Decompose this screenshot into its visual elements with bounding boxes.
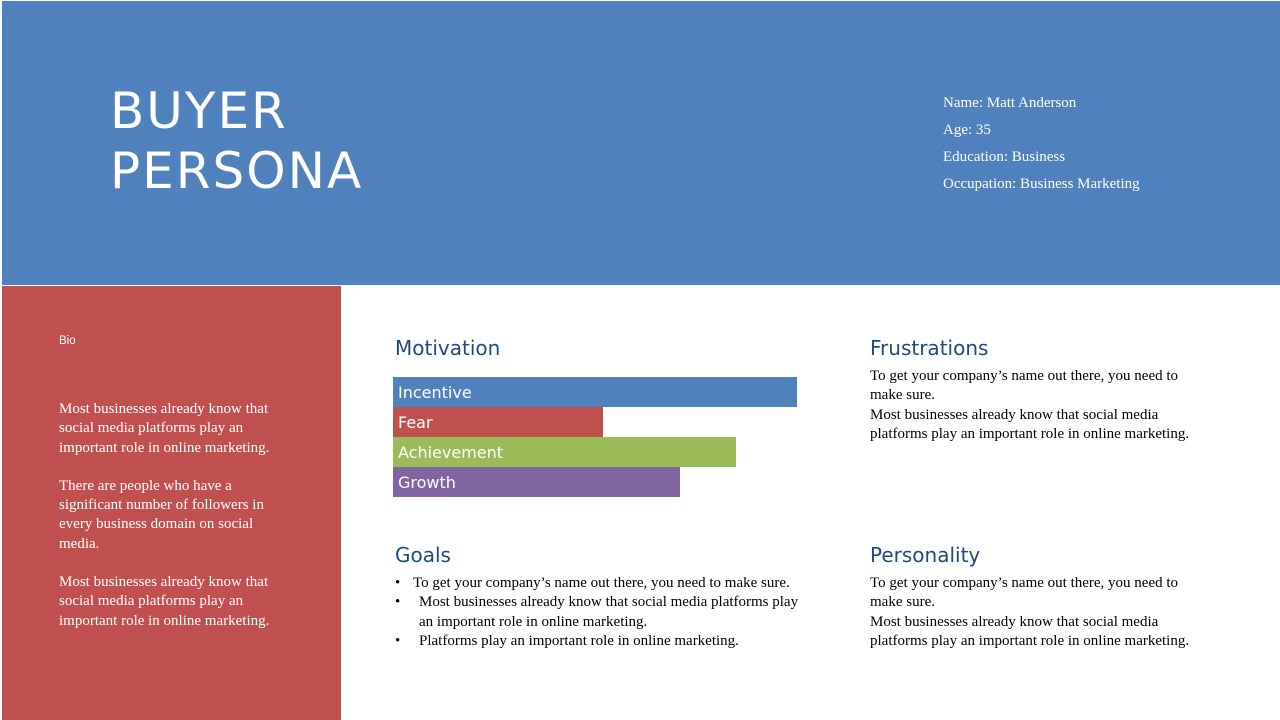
bar-label-fear: Fear bbox=[398, 412, 433, 432]
bar-growth bbox=[393, 467, 680, 497]
bio-label: Bio bbox=[59, 335, 76, 347]
goal-text-2: Most businesses already know that social media platforms play an important role in online marketing. bbox=[419, 594, 799, 630]
bio-paragraph-1: Most businesses already know that social media platforms play an important role in online marketing. bbox=[59, 401, 270, 456]
frustrations-paragraph-2: Most businesses already know that social media platforms play an important role in online marketing. bbox=[870, 406, 1190, 442]
goal-bullet-3: • bbox=[395, 632, 401, 649]
motivation-title: Motivation bbox=[395, 336, 501, 360]
bar-achievement bbox=[393, 437, 736, 467]
bio-sidebar bbox=[2, 286, 341, 720]
bar-label-growth: Growth bbox=[398, 472, 456, 492]
bar-fear bbox=[393, 407, 603, 437]
goal-text-1: To get your company’s name out there, you need to make sure. bbox=[413, 575, 790, 591]
page-title bbox=[110, 81, 363, 201]
motivation-bar-chart bbox=[393, 377, 813, 497]
frustrations-paragraph-1: To get your company’s name out there, you need to make sure. bbox=[870, 368, 1179, 404]
goal-item-2 bbox=[395, 593, 815, 632]
profile-occupation: Occupation: Business Marketing bbox=[943, 176, 1140, 192]
personality-paragraph-2: Most businesses already know that social media platforms play an important role in online marketing. bbox=[870, 613, 1190, 649]
goal-item-1 bbox=[395, 574, 815, 593]
goals-title: Goals bbox=[395, 543, 451, 567]
frustrations-text bbox=[870, 367, 1200, 444]
goal-bullet-1: • bbox=[395, 575, 401, 591]
frustrations-title: Frustrations bbox=[870, 336, 989, 360]
profile-age: Age: 35 bbox=[943, 122, 991, 138]
page-title-line-1: BUYER bbox=[110, 82, 288, 140]
personality-title: Personality bbox=[870, 543, 981, 567]
bar-incentive bbox=[393, 377, 797, 407]
profile-details bbox=[943, 91, 1263, 199]
bar-label-incentive: Incentive bbox=[398, 382, 472, 402]
bio-paragraph-2: There are people who have a significant number of followers in every business domain on social media. bbox=[59, 477, 264, 552]
profile-name: Name: Matt Anderson bbox=[943, 95, 1077, 111]
bio-paragraph-3: Most businesses already know that social media platforms play an important role in online marketing. bbox=[59, 574, 270, 629]
profile-education: Education: Business bbox=[943, 149, 1066, 165]
personality-text bbox=[870, 574, 1200, 651]
page-title-line-2: PERSONA bbox=[110, 142, 364, 200]
goal-item-3 bbox=[395, 632, 815, 651]
goal-text-3: Platforms play an important role in online marketing. bbox=[419, 632, 739, 649]
personality-paragraph-1: To get your company’s name out there, you need to make sure. bbox=[870, 575, 1179, 611]
goals-list bbox=[395, 574, 815, 651]
bar-label-achievement: Achievement bbox=[398, 442, 504, 462]
goal-bullet-2: • bbox=[395, 594, 401, 611]
header-banner bbox=[2, 1, 1280, 285]
bio-text bbox=[59, 400, 294, 650]
